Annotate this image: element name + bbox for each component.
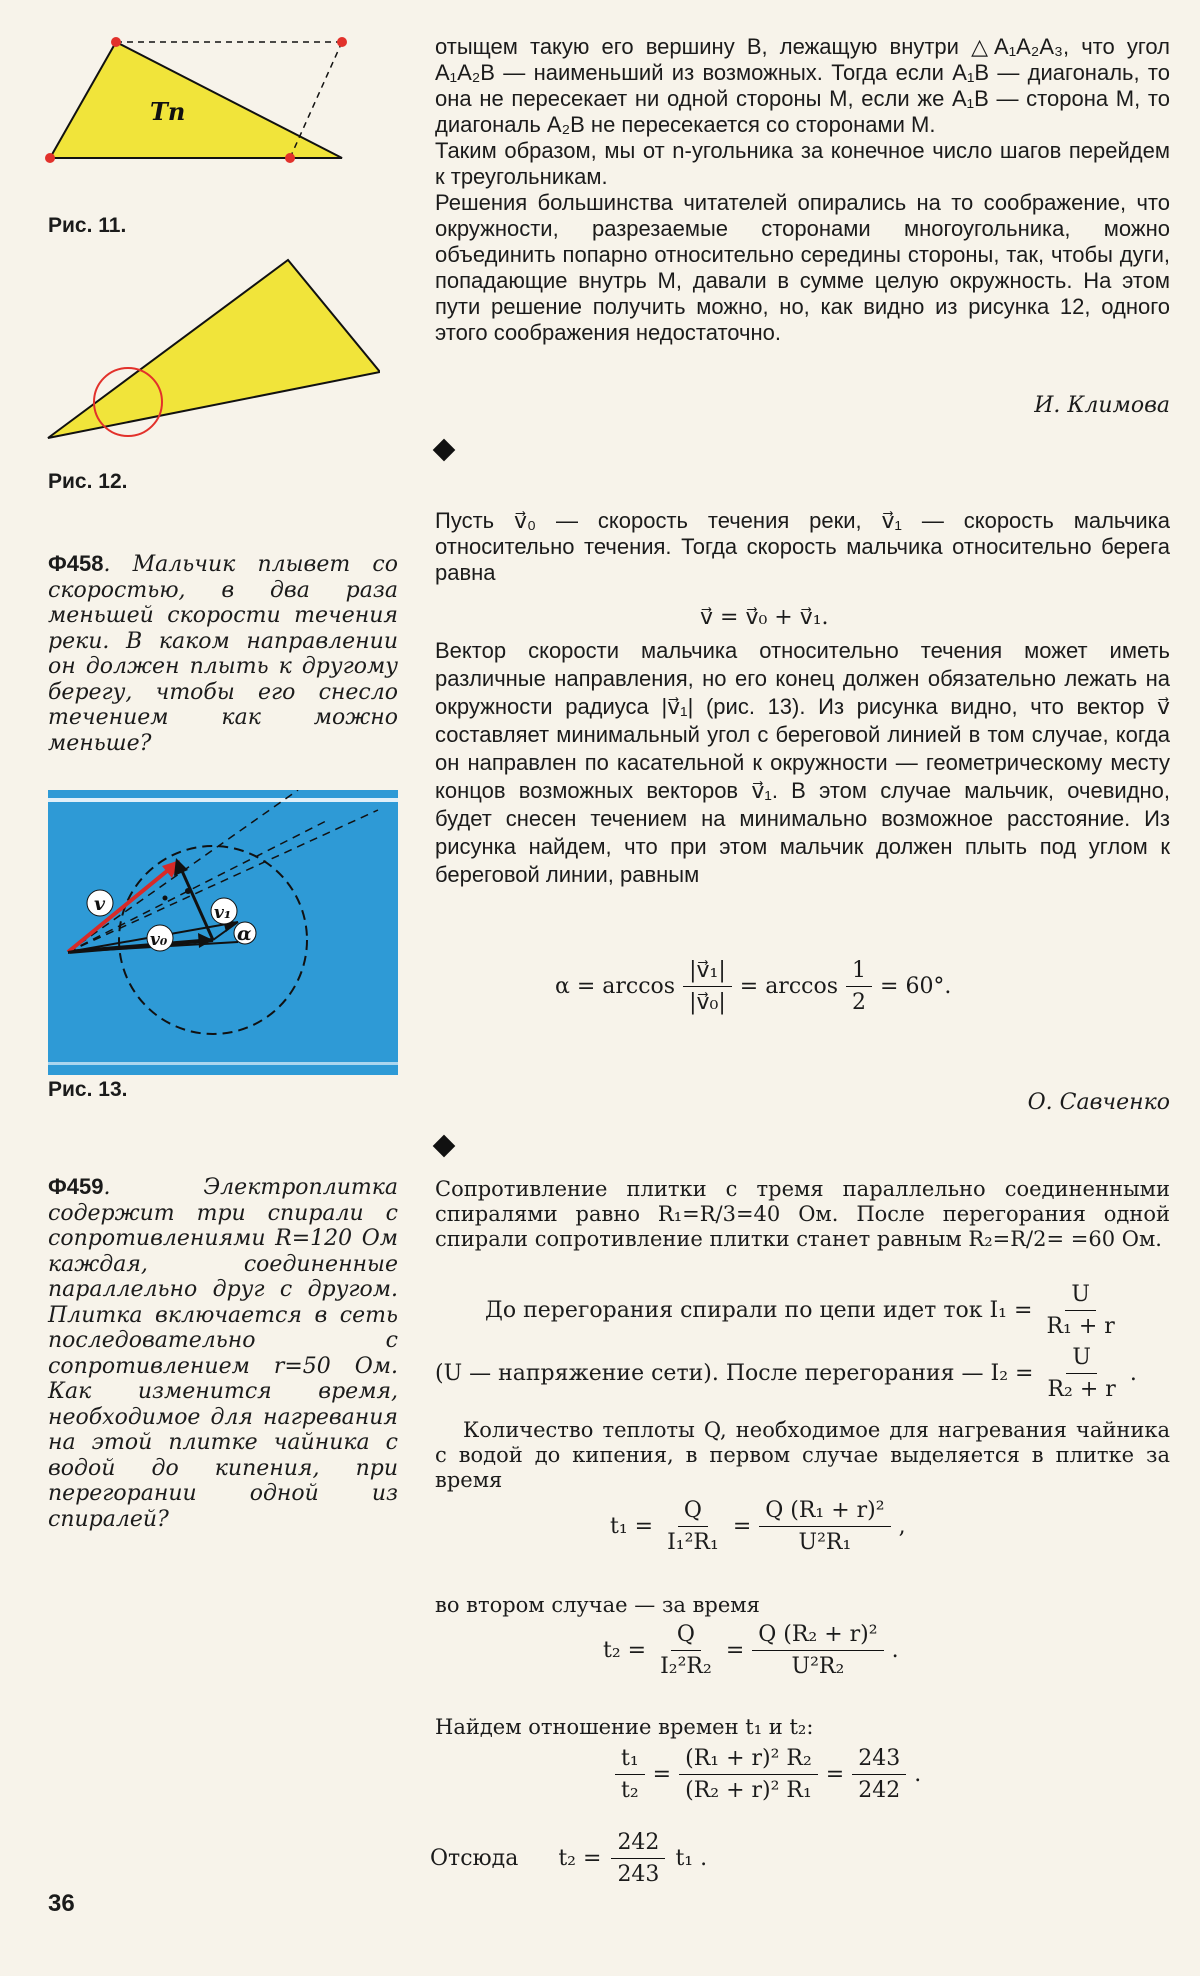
equation-t1 bbox=[610, 1498, 906, 1555]
fig11-triangle bbox=[50, 42, 342, 158]
fig13-label-v0: v₀ bbox=[150, 930, 168, 950]
fraction bbox=[1040, 1282, 1120, 1339]
fraction bbox=[615, 1746, 645, 1803]
fig13-label-alpha: α bbox=[237, 923, 252, 945]
paragraph: Таким образом, мы от n-угольника за конечное число шагов перейдем к треугольникам. bbox=[435, 138, 1170, 189]
denominator: I₂²R₂ bbox=[660, 1654, 712, 1679]
numerator: Q (R₁ + r)² bbox=[759, 1498, 890, 1527]
paragraph: Решения большинства читателей опирались на то соображение, что окружности, разрезаемые сторонами многоугольника, можно объединить попарно относительно середины стороны, так, чтобы дуги, попадающие внутрь M, давали в сумме целую окружность. На этом пути решение получить можно, но, как видно из рисунка 12, одного этого соображения недостаточно. bbox=[435, 190, 1170, 345]
equation-part: = arccos bbox=[739, 974, 839, 999]
equation-part: . bbox=[891, 1638, 899, 1663]
equation-part: Отсюда bbox=[430, 1846, 519, 1871]
fraction bbox=[752, 1622, 883, 1679]
author-signature: И. Климова bbox=[1034, 393, 1170, 418]
equation-part: , bbox=[898, 1514, 906, 1539]
problem-f459 bbox=[48, 1174, 398, 1532]
denominator: |v⃗₀| bbox=[689, 990, 726, 1015]
equation-ratio bbox=[615, 1746, 921, 1803]
equation-alpha bbox=[555, 958, 951, 1015]
denominator: U²R₂ bbox=[791, 1654, 845, 1679]
fraction bbox=[1041, 1345, 1121, 1402]
fig11-vertex bbox=[111, 37, 121, 47]
fig12-caption: Рис. 12. bbox=[48, 470, 128, 493]
solution-459-p4: Количество теплоты Q, необходимое для нагревания чайника с водой до кипения, в первом случае выделяется в плитке за время bbox=[435, 1418, 1170, 1492]
fig12-triangle bbox=[48, 260, 380, 438]
equation-final bbox=[430, 1830, 707, 1887]
denominator: 2 bbox=[852, 990, 867, 1015]
solution-459-p5: во втором случае — за время bbox=[435, 1593, 760, 1617]
equation-part: = bbox=[825, 1762, 845, 1787]
denominator: I₁²R₁ bbox=[667, 1530, 719, 1555]
numerator: (R₁ + r)² R₂ bbox=[679, 1746, 818, 1775]
numerator: U bbox=[1065, 1282, 1096, 1311]
solution-459-p6: Найдем отношение времен t₁ и t₂: bbox=[435, 1715, 814, 1739]
fraction bbox=[611, 1830, 665, 1887]
denominator: t₂ bbox=[621, 1778, 639, 1803]
numerator: Q (R₂ + r)² bbox=[752, 1622, 883, 1651]
solution-458-p1: Пусть v⃗₀ — скорость течения реки, v⃗₁ — скорость мальчика относительно течения. Тогда скорость мальчика относительно берега равна bbox=[435, 508, 1170, 585]
fraction bbox=[852, 1746, 906, 1803]
fraction bbox=[846, 958, 872, 1015]
equation-part: t₁ = bbox=[610, 1514, 654, 1539]
equation-part: = bbox=[732, 1514, 752, 1539]
page-number: 36 bbox=[48, 1890, 75, 1917]
fig11-label: Tn bbox=[150, 97, 186, 126]
equation-i2 bbox=[435, 1345, 1137, 1402]
equation-part: = bbox=[652, 1762, 672, 1787]
figure-12 bbox=[40, 250, 380, 450]
problem-f458 bbox=[48, 551, 398, 756]
denominator: R₁ + r bbox=[1046, 1314, 1115, 1339]
numerator: U bbox=[1066, 1345, 1097, 1374]
fraction bbox=[661, 1498, 725, 1555]
equation-part: t₂ = bbox=[558, 1846, 602, 1871]
fig11-vertex bbox=[285, 153, 295, 163]
denominator: 242 bbox=[858, 1778, 901, 1803]
solution-prev-body bbox=[435, 34, 1170, 346]
denominator: R₂ + r bbox=[1047, 1377, 1116, 1402]
solution-459-p1: Сопротивление плитки с тремя параллельно соединенными спиралями равно R₁=R/3=40 Ом. После перегорания одной спирали сопротивление плитки станет равным R₂=R/2= =60 Ом. bbox=[435, 1177, 1170, 1251]
equation-part: . bbox=[1129, 1361, 1137, 1386]
figure-13 bbox=[48, 790, 398, 1075]
problem-number: Ф459 bbox=[48, 1174, 104, 1199]
equation-part: = bbox=[725, 1638, 745, 1663]
denominator: U²R₁ bbox=[798, 1530, 852, 1555]
fig13-label-v: v bbox=[94, 893, 106, 915]
equation-part: До перегорания спирали по цепи идет ток I₁ = bbox=[485, 1298, 1033, 1323]
equation-i1 bbox=[485, 1282, 1121, 1339]
equation-t2 bbox=[603, 1622, 899, 1679]
problem-text: . Мальчик плывет со скоростью, в два раза меньшей скорости течения реки. В каком направлении он должен плыть к другому берегу, чтобы его снесло течением как можно меньше? bbox=[48, 552, 398, 756]
denominator: 243 bbox=[617, 1862, 660, 1887]
problem-text: . Электроплитка содержит три спирали с сопротивлениями R=120 Ом каждая, соединенные параллельно друг с другом. Плитка включается в сеть последовательно с сопротивлением r=50 Ом. Как изменится время, необходимое для нагревания на этой плитке чайника с водой до кипения, при перегорании одной из спиралей? bbox=[48, 1175, 398, 1532]
author-signature: О. Савченко bbox=[1027, 1090, 1170, 1115]
paragraph: отыщем такую его вершину B, лежащую внутри △A₁A₂A₃, что угол A₁A₂B — наименьший из возможных. Тогда если A₁B — диагональ, то она не пересекает ни одной стороны M, если же A₁B — сторона M, то диагональ A₂B не пересекается со сторонами M. bbox=[435, 34, 1170, 137]
fig13-caption: Рис. 13. bbox=[48, 1078, 128, 1101]
numerator: 242 bbox=[611, 1830, 665, 1859]
figure-11 bbox=[40, 30, 360, 170]
numerator: Q bbox=[678, 1498, 708, 1527]
equation-part: (U — напряжение сети). После перегорания — I₂ = bbox=[435, 1361, 1034, 1386]
numerator: Q bbox=[671, 1622, 701, 1651]
equation-part: t₁ . bbox=[675, 1846, 708, 1871]
equation-part: . bbox=[914, 1762, 922, 1787]
numerator: 1 bbox=[846, 958, 872, 987]
fraction bbox=[683, 958, 732, 1015]
fig11-vertex bbox=[45, 153, 55, 163]
equation-part: = 60°. bbox=[880, 974, 952, 999]
section-diamond-icon bbox=[433, 1135, 456, 1158]
fraction bbox=[679, 1746, 818, 1803]
fig11-caption: Рис. 11. bbox=[48, 214, 127, 237]
fig11-vertex bbox=[337, 37, 347, 47]
fig13-label-v1: v₁ bbox=[214, 903, 232, 923]
numerator: t₁ bbox=[615, 1746, 645, 1775]
equation-part: t₂ = bbox=[603, 1638, 647, 1663]
section-diamond-icon bbox=[433, 439, 456, 462]
equation-part: α = arccos bbox=[555, 974, 676, 999]
problem-number: Ф458 bbox=[48, 551, 104, 576]
equation-v bbox=[700, 605, 829, 630]
fraction bbox=[654, 1622, 718, 1679]
numerator: |v⃗₁| bbox=[683, 958, 732, 987]
equation-text: v⃗ = v⃗₀ + v⃗₁. bbox=[700, 605, 829, 630]
numerator: 243 bbox=[852, 1746, 906, 1775]
denominator: (R₂ + r)² R₁ bbox=[685, 1778, 812, 1803]
solution-458-p2: Вектор скорости мальчика относительно течения может иметь различные направления, но его конец должен обязательно лежать на окружности радиуса |v⃗₁| (рис. 13). Из рисунка видно, что вектор v⃗ составляет минимальный угол с береговой линией в том случае, когда он направлен по касательной к окружности — геометрическому месту концов возможных векторов v⃗₁. В этом случае мальчик, очевидно, будет снесен течением на минимально возможное расстояние. Из рисунка найдем, что при этом мальчик должен плыть под углом к береговой линии, равным bbox=[435, 638, 1170, 887]
fraction bbox=[759, 1498, 890, 1555]
